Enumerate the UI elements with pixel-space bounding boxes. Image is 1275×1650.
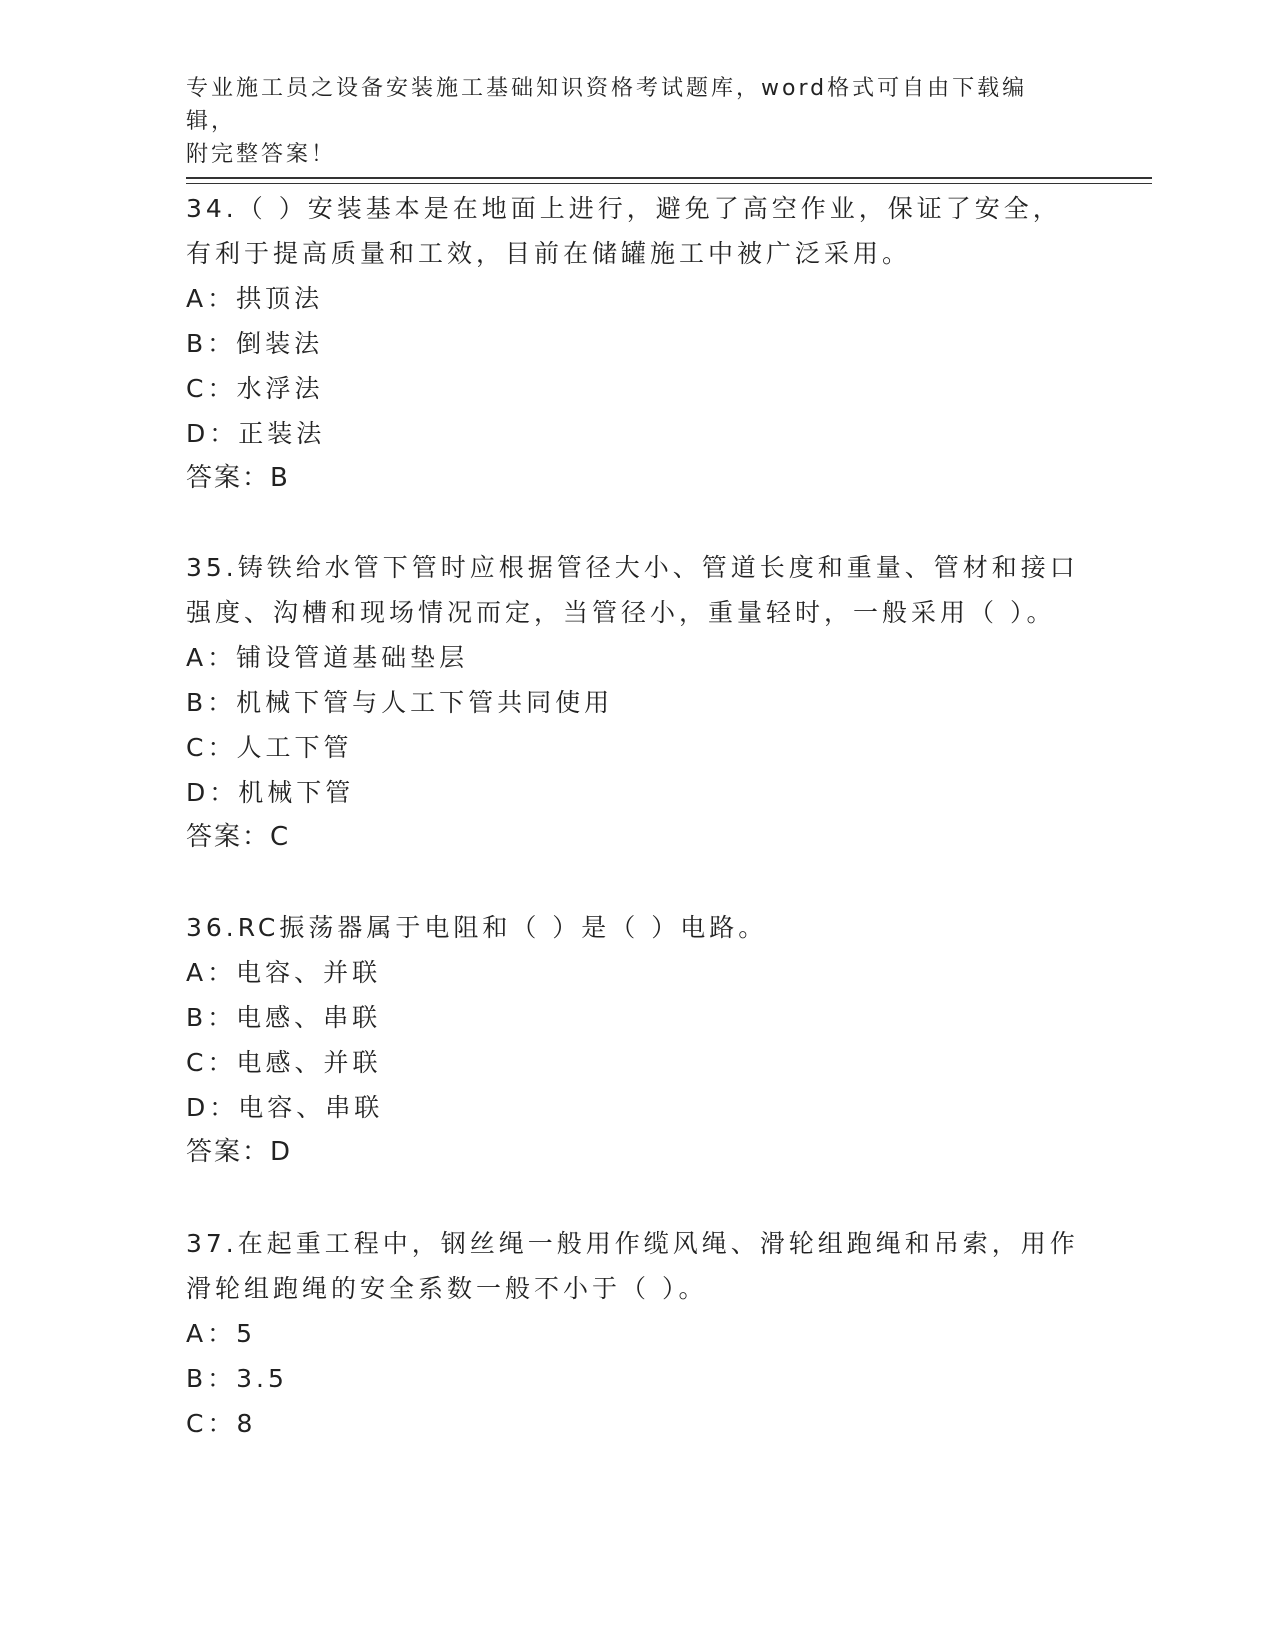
option-a: A：5 — [186, 1319, 257, 1348]
answer: 答案：D — [186, 1137, 293, 1167]
answer: 答案：B — [186, 463, 290, 493]
option-c: C：水浮法 — [186, 374, 324, 403]
option-b: B：机械下管与人工下管共同使用 — [186, 688, 614, 717]
question-text-line: 37.在起重工程中，钢丝绳一般用作缆风绳、滑轮组跑绳和吊索，用作 — [186, 1229, 1079, 1258]
question-34 — [186, 186, 1086, 501]
option-a: A：电容、并联 — [186, 958, 382, 987]
document-header — [186, 72, 1066, 171]
answer: 答案：C — [186, 822, 291, 852]
option-a: A：拱顶法 — [186, 284, 324, 313]
option-a: A：铺设管道基础垫层 — [186, 643, 469, 672]
header-line-1: 专业施工员之设备安装施工基础知识资格考试题库，word格式可自由下载编辑， — [186, 76, 1028, 134]
header-line-2: 附完整答案！ — [186, 142, 337, 167]
option-d: D：机械下管 — [186, 778, 355, 807]
option-b: B：3.5 — [186, 1364, 288, 1393]
question-text — [186, 905, 1086, 950]
header-divider-thick — [186, 177, 1152, 179]
question-text-line: 强度、沟槽和现场情况而定，当管径小，重量轻时，一般采用（ ）。 — [186, 598, 1056, 627]
question-text — [186, 186, 1086, 276]
question-text — [186, 545, 1086, 635]
question-text-line: 36.RC振荡器属于电阻和（ ）是（ ）电路。 — [186, 913, 768, 942]
option-b: B：电感、串联 — [186, 1003, 382, 1032]
header-divider-thin — [186, 183, 1152, 184]
question-text — [186, 1221, 1086, 1311]
option-c: C：人工下管 — [186, 733, 353, 762]
option-d: D：正装法 — [186, 419, 326, 448]
question-36 — [186, 905, 1086, 1175]
question-37 — [186, 1221, 1086, 1446]
question-text-line: 35.铸铁给水管下管时应根据管径大小、管道长度和重量、管材和接口 — [186, 553, 1079, 582]
option-b: B：倒装法 — [186, 329, 324, 358]
question-text-line: 滑轮组跑绳的安全系数一般不小于（ ）。 — [186, 1274, 708, 1303]
option-c: C：电感、并联 — [186, 1048, 382, 1077]
option-c: C：8 — [186, 1409, 257, 1438]
question-35 — [186, 545, 1086, 860]
question-text-line: 34.（ ）安装基本是在地面上进行，避免了高空作业，保证了安全， — [186, 194, 1062, 223]
option-d: D：电容、串联 — [186, 1093, 384, 1122]
question-text-line: 有利于提高质量和工效，目前在储罐施工中被广泛采用。 — [186, 239, 912, 268]
